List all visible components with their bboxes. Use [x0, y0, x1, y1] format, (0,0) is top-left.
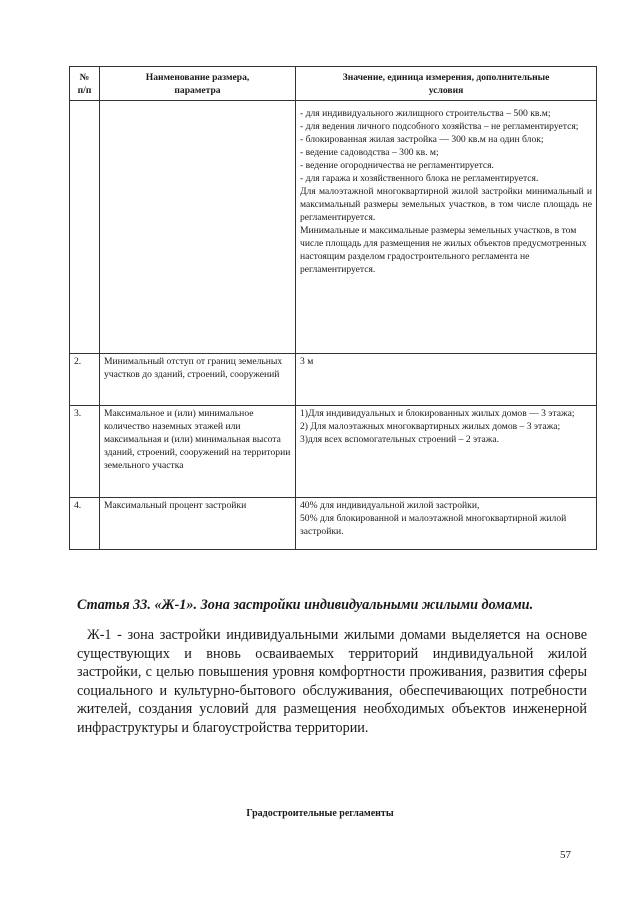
row1-value-line: Для малоэтажной многоквартирной жилой застройки минимальный и максимальный размеры земельных участков, в том числе площадь не регламентируется.	[300, 186, 592, 223]
article-body: Ж-1 - зона застройки индивидуальными жилыми домами выделяется на основе существующих и вновь осваиваемых территорий индивидуальной жилой застройки, с целью повышения уровня комфортности проживания, развития сферы социального и культурно-бытового обслуживания, обеспечивающих потребности жителей, создания условий для размещения необходимых объектов инженерной инфраструктуры и благоустройства территории.	[77, 627, 587, 736]
header-value: Значение, единица измерения, дополнительные условия	[296, 67, 597, 101]
row3-name-cell: Максимальное и (или) минимальное количество наземных этажей или максимальная и (или) минимальная высота зданий, строений, сооружений на территории земельного участка	[100, 406, 296, 498]
row2-number-cell: 2.	[70, 354, 100, 406]
row1-value-line: Минимальные и максимальные размеры земельных участков, в том числе площадь для размещения не жилых объектов предусмотренных настоящим разделом градостроительного регламента не регламентируется.	[300, 225, 587, 275]
table-row	[70, 406, 597, 498]
row2-value-cell: 3 м	[296, 354, 597, 406]
table-header-row	[70, 67, 597, 101]
table-row	[70, 354, 597, 406]
row1-value-cell	[296, 101, 597, 354]
row1-value-line: - блокированная жилая застройка — 300 кв.м на один блок;	[300, 134, 544, 145]
row3-value-cell	[296, 406, 597, 498]
row3-value-line: 3)для всех вспомогательных строений – 2 этажа.	[300, 434, 500, 445]
row1-name-cell	[100, 101, 296, 354]
row1-value-line: - для ведения личного подсобного хозяйства – не регламентируется;	[300, 121, 579, 132]
row1-value-line: - ведение садоводства – 300 кв. м;	[300, 147, 439, 158]
row3-value-line: 2) Для малоэтажных многоквартирных жилых домов – 3 этажа;	[300, 421, 561, 432]
row1-value-line: - для гаража и хозяйственного блока не регламентируется.	[300, 173, 539, 184]
page-number: 57	[560, 849, 571, 861]
row4-value-cell	[296, 498, 597, 550]
row4-value-line: 50% для блокированной и малоэтажной многоквартирной жилой застройки.	[300, 513, 567, 537]
row4-name-cell: Максимальный процент застройки	[100, 498, 296, 550]
row3-value-line: 1)Для индивидуальных и блокированных жилых домов — 3 этажа;	[300, 408, 575, 419]
section-subheading: Градостроительные регламенты	[246, 808, 394, 819]
header-parameter-name: Наименование размера, параметра	[100, 67, 296, 101]
row1-value-line: - ведение огородничества не регламентируется.	[300, 160, 494, 171]
regulations-table	[69, 66, 597, 550]
row3-number-cell: 3.	[70, 406, 100, 498]
row4-number-cell: 4.	[70, 498, 100, 550]
row4-value-line: 40% для индивидуальной жилой застройки,	[300, 500, 480, 511]
row1-value-line: - для индивидуального жилищного строительства – 500 кв.м;	[300, 108, 551, 119]
header-number: № п/п	[70, 67, 100, 101]
article-title: Статья 33. «Ж-1». Зона застройки индивидуальными жилыми домами.	[77, 597, 534, 613]
table-row	[70, 101, 597, 354]
table-row	[70, 498, 597, 550]
row2-name-cell: Минимальный отступ от границ земельных участков до зданий, строений, сооружений	[100, 354, 296, 406]
row1-number-cell	[70, 101, 100, 354]
